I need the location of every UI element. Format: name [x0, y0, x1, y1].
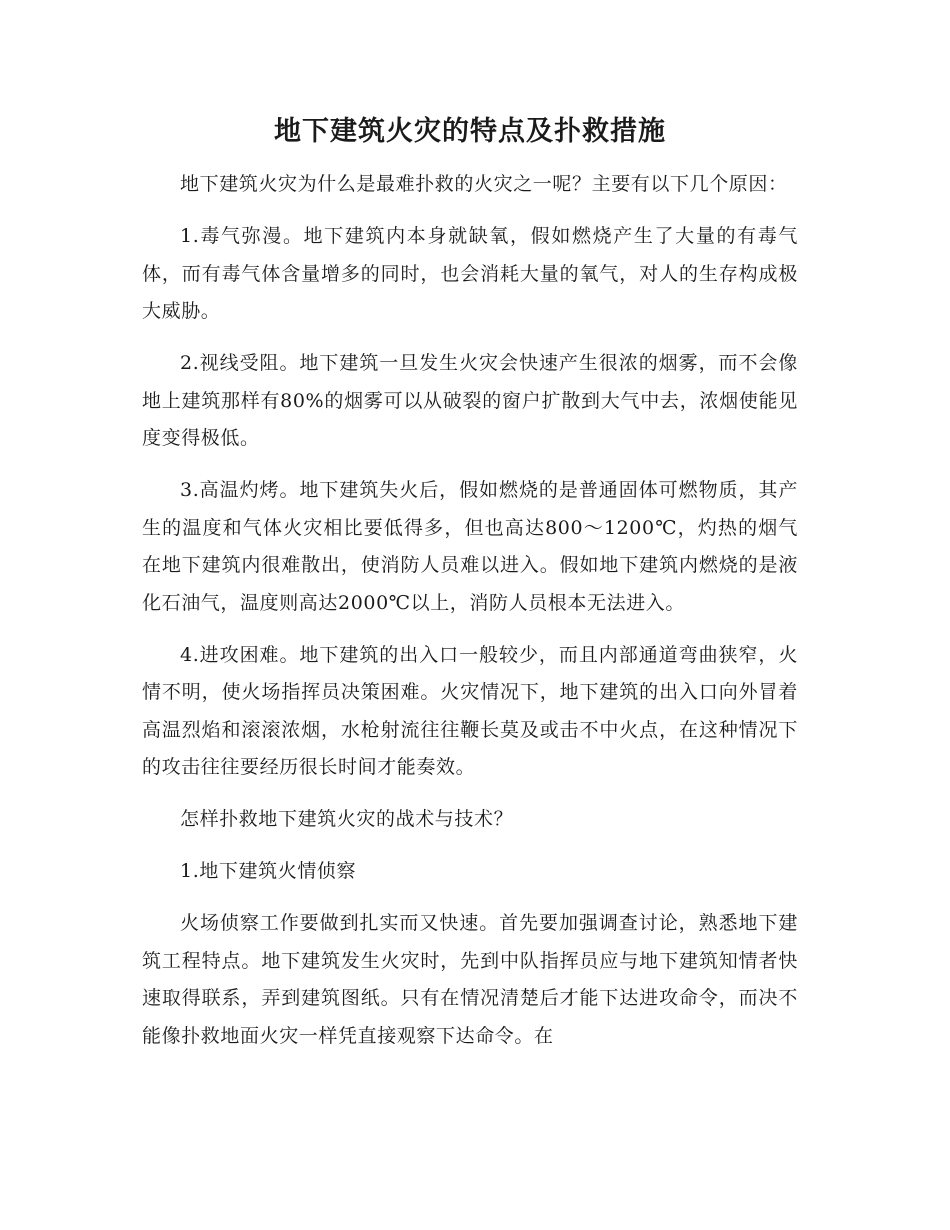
reconnaissance-paragraph: 火场侦察工作要做到扎实而又快速。首先要加强调查讨论，熟悉地下建筑工程特点。地下建筑发生火灾时，先到中队指挥员应与地下建筑知情者快速取得联系，弄到建筑图纸。只有在情况清楚后才能下达进攻命令，而决不能像扑救地面火灾一样凭直接观察下达命令。在: [142, 912, 798, 1047]
document-title: 地下建筑火灾的特点及扑救措施: [274, 116, 666, 147]
document-page: [142, 112, 798, 1070]
tactics-question-paragraph: 怎样扑救地下建筑火灾的战术与技术？: [180, 808, 514, 830]
point-toxic-gas-paragraph: 1.毒气弥漫。地下建筑内本身就缺氧，假如燃烧产生了大量的有毒气体，而有毒气体含量增多的同时，也会消耗大量的氧气，对人的生存构成极大威胁。: [142, 225, 798, 322]
point-high-temperature-paragraph: 3.高温灼烤。地下建筑失火后，假如燃烧的是普通固体可燃物质，其产生的温度和气体火灾相比要低得多，但也高达800～1200℃，灼热的烟气在地下建筑内很难散出，使消防人员难以进入。假如地下建筑内燃烧的是液化石油气，温度则高达2000℃以上，消防人员根本无法进入。: [142, 479, 798, 614]
point-vision-blocked-paragraph: 2.视线受阻。地下建筑一旦发生火灾会快速产生很浓的烟雾，而不会像地上建筑那样有80%的烟雾可以从破裂的窗户扩散到大气中去，浓烟使能见度变得极低。: [142, 352, 798, 449]
section-heading-fire-reconnaissance: 1.地下建筑火情侦察: [180, 860, 357, 882]
intro-paragraph: 地下建筑火灾为什么是最难扑救的火灾之一呢？主要有以下几个原因：: [180, 173, 788, 195]
point-attack-difficulty-paragraph: 4.进攻困难。地下建筑的出入口一般较少，而且内部通道弯曲狭窄，火情不明，使火场指挥员决策困难。火灾情况下，地下建筑的出入口向外冒着高温烈焰和滚滚浓烟，水枪射流往往鞭长莫及或击不中火点，在这种情况下的攻击往往要经历很长时间才能奏效。: [142, 643, 798, 778]
